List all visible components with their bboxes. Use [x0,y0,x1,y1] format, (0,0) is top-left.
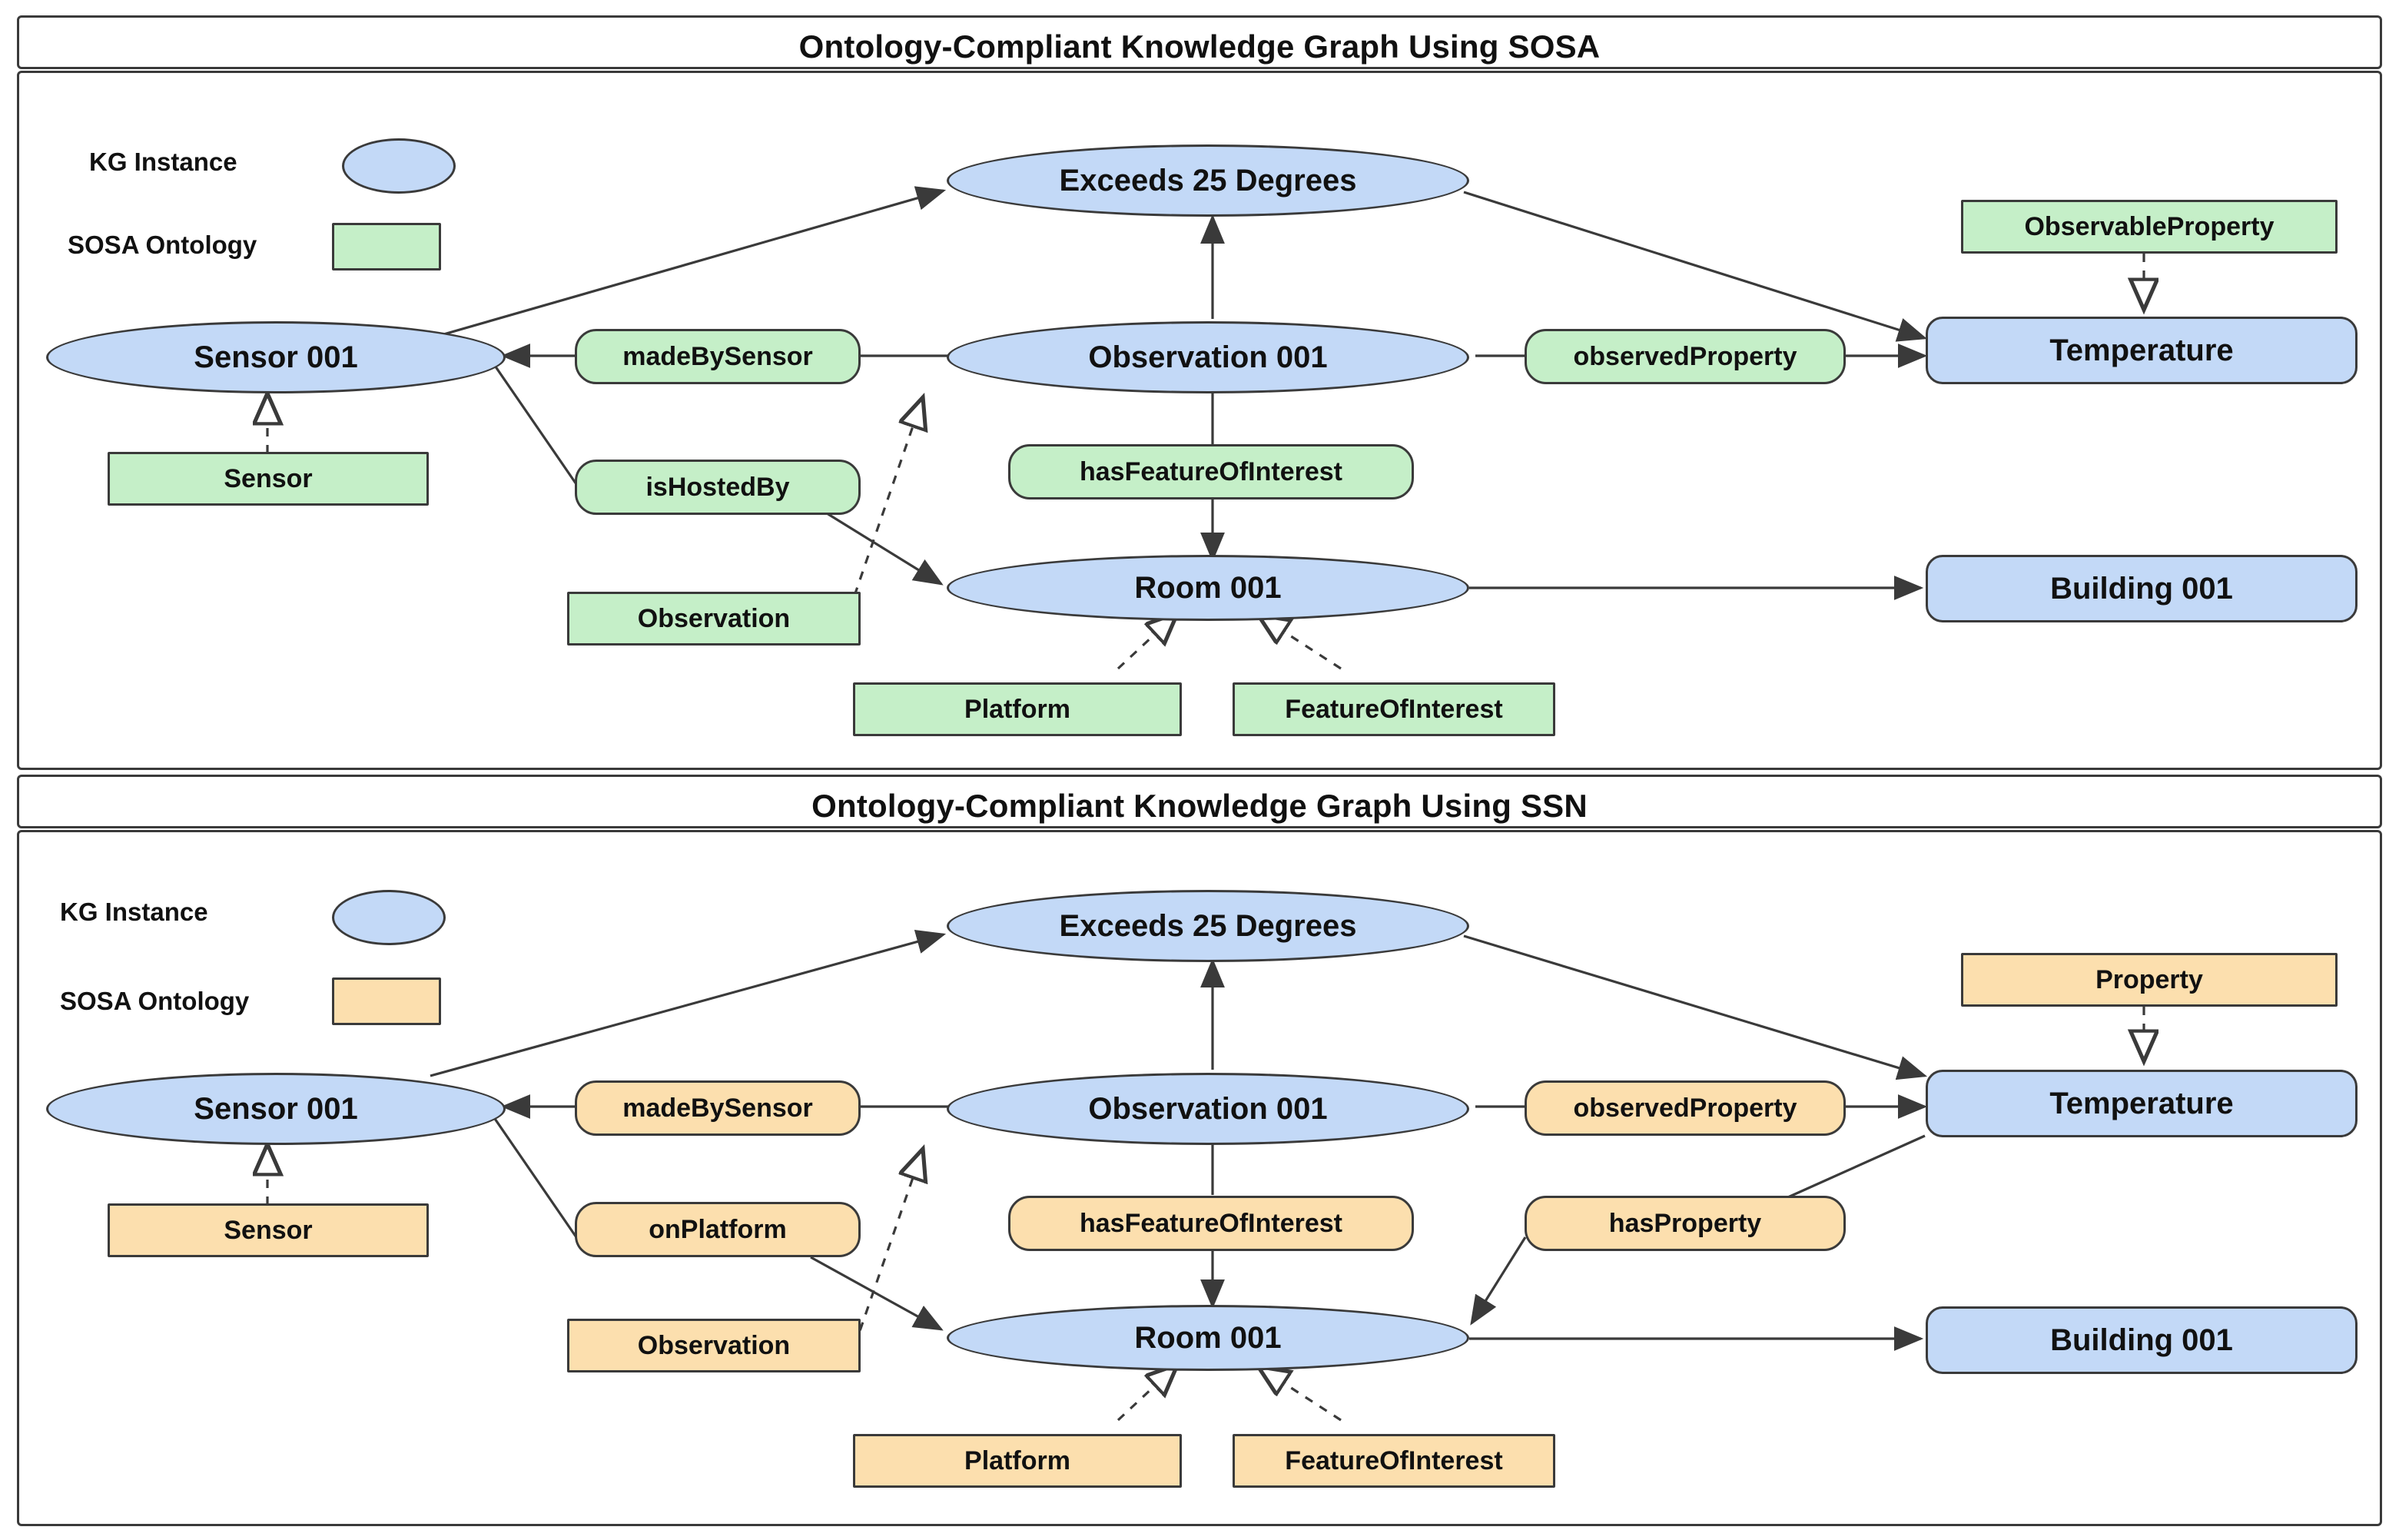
edge-label-onplatform-ssn[interactable]: onPlatform [575,1202,861,1257]
class-sensor-sosa[interactable]: Sensor [108,452,429,506]
edge-label-madebysensor-sosa[interactable]: madeBySensor [575,329,861,384]
panel-2-title-bar [17,775,2382,828]
node-room-sosa[interactable]: Room 001 [947,555,1469,621]
class-sensor-ssn[interactable]: Sensor [108,1203,429,1257]
class-featureofinterest-ssn[interactable]: FeatureOfInterest [1233,1434,1555,1488]
class-featureofinterest-sosa[interactable]: FeatureOfInterest [1233,682,1555,736]
edge-label-hasproperty-ssn[interactable]: hasProperty [1525,1196,1846,1251]
class-property-ssn[interactable]: Property [1961,953,2338,1007]
legend-1-ontology-label: SOSA Ontology [68,231,257,259]
node-temperature-ssn[interactable]: Temperature [1926,1070,2358,1137]
legend-2-ontology-swatch [332,977,441,1025]
panel-1-title-bar [17,15,2382,69]
edge-label-madebysensor-ssn[interactable]: madeBySensor [575,1080,861,1136]
panel-1-title: Ontology-Compliant Knowledge Graph Using SOSA [798,28,1601,65]
node-result-ssn[interactable]: Exceeds 25 Degrees [947,890,1469,962]
legend-1-ontology-swatch [332,223,441,270]
node-sensor-ssn[interactable]: Sensor 001 [46,1073,506,1145]
node-temperature-sosa[interactable]: Temperature [1926,317,2358,384]
node-room-ssn[interactable]: Room 001 [947,1305,1469,1371]
node-sensor-sosa[interactable]: Sensor 001 [46,321,506,393]
node-building-sosa[interactable]: Building 001 [1926,555,2358,622]
legend-2-instance-swatch [332,890,446,945]
edge-label-hasfeatureofinterest-sosa[interactable]: hasFeatureOfInterest [1008,444,1414,500]
class-observation-ssn[interactable]: Observation [567,1319,861,1372]
class-platform-ssn[interactable]: Platform [853,1434,1182,1488]
edge-label-observedproperty-ssn[interactable]: observedProperty [1525,1080,1846,1136]
legend-2-ontology-label: SOSA Ontology [60,987,250,1015]
edge-label-ishostedby-sosa[interactable]: isHostedBy [575,460,861,515]
edge-label-observedproperty-sosa[interactable]: observedProperty [1525,329,1846,384]
legend-1-instance-label: KG Instance [89,148,237,176]
panel-2-title: Ontology-Compliant Knowledge Graph Using SSN [811,788,1588,824]
class-observableproperty-sosa[interactable]: ObservableProperty [1961,200,2338,254]
node-observation-sosa[interactable]: Observation 001 [947,321,1469,393]
legend-1-instance-swatch [342,138,456,194]
legend-2-instance-label: KG Instance [60,898,208,926]
class-platform-sosa[interactable]: Platform [853,682,1182,736]
edge-label-hasfeatureofinterest-ssn[interactable]: hasFeatureOfInterest [1008,1196,1414,1251]
node-result-sosa[interactable]: Exceeds 25 Degrees [947,144,1469,217]
node-building-ssn[interactable]: Building 001 [1926,1306,2358,1374]
node-observation-ssn[interactable]: Observation 001 [947,1073,1469,1145]
class-observation-sosa[interactable]: Observation [567,592,861,646]
